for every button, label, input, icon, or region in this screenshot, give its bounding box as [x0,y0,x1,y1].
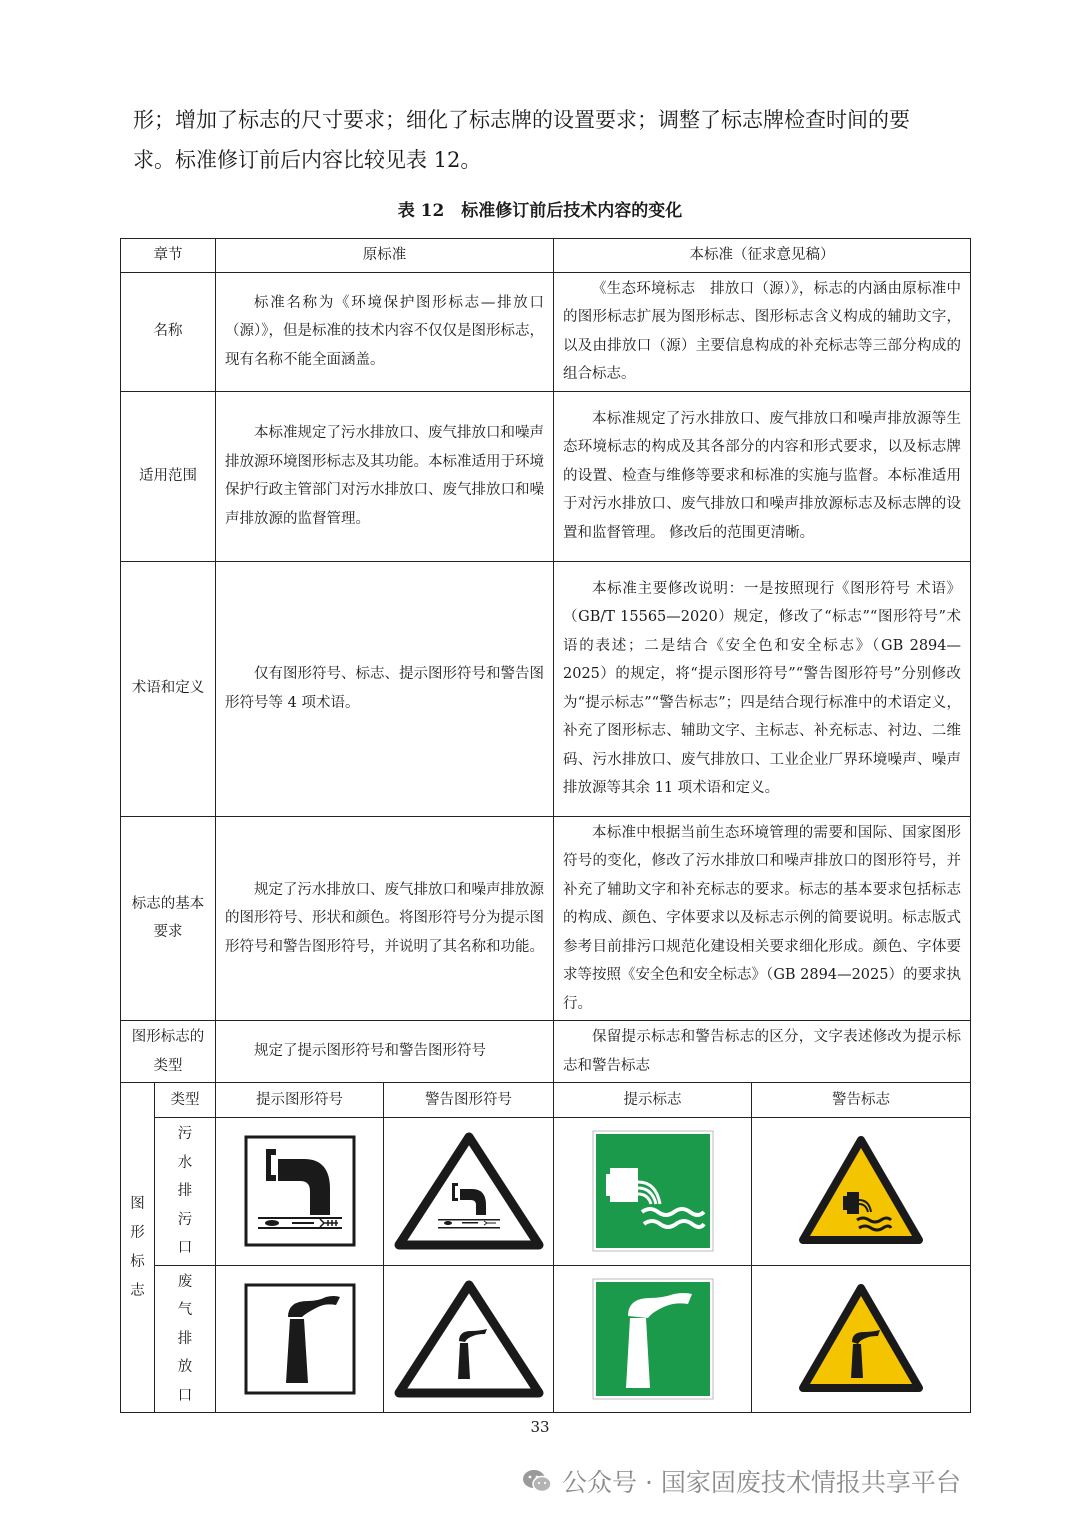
row-section: 名称 [121,272,216,391]
wastewater-warning-sign [752,1118,971,1266]
type-header: 类型 [155,1083,216,1118]
table-row [121,816,971,1021]
exhaust-warning-symbol [384,1265,554,1413]
exhaust-warning-icon [394,1279,544,1399]
wastewater-outlet-icon [244,1135,356,1247]
row-new: 本标准规定了污水排放口、废气排放口和噪声排放源等生态环境标志的构成及其各部分的内容和形式要求，以及标志牌的设置、检查与维修等要求和标准的实施与监督。本标准适用于对污水排放口、废气排放口和噪声排放源标志及标志牌的设置和监督管理。 修改后的范围更清晰。 [554,391,971,561]
header-section: 章节 [121,239,216,273]
intro-line-2: 求。标准修订前后内容比较见表 12。 [133,148,482,172]
row-label-exhaust [155,1265,216,1413]
row-original: 仅有图形符号、标志、提示图形符号和警告图形符号等 4 项术语。 [216,561,554,816]
intro-paragraph [133,100,953,180]
exhaust-hint-symbol [216,1265,384,1413]
col-header-hint-symbol: 提示图形符号 [216,1083,384,1118]
exhaust-green-sign-icon [592,1278,714,1400]
row-original: 规定了提示图形符号和警告图形符号 [216,1021,554,1083]
wastewater-warning-icon [394,1131,544,1251]
wastewater-green-sign-icon [592,1130,714,1252]
graphic-section-label-text: 图形标志 [130,1195,145,1299]
col-header-warning-symbol: 警告图形符号 [384,1083,554,1118]
table-row [121,391,971,561]
row-section: 术语和定义 [121,561,216,816]
row-new: 保留提示标志和警告标志的区分，文字表述修改为提示标志和警告标志 [554,1021,971,1083]
header-new: 本标准（征求意见稿） [554,239,971,273]
table-caption: 表 12 标准修订前后技术内容的变化 [397,201,683,221]
row-original: 本标准规定了污水排放口、废气排放口和噪声排放源环境图形标志及其功能。本标准适用于环境保护行政主管部门对污水排放口、废气排放口和噪声排放源的监督管理。 [216,391,554,561]
graphic-row-exhaust [121,1265,971,1413]
row-section: 适用范围 [121,391,216,561]
graphic-header-row [121,1083,971,1118]
row-new: 本标准主要修改说明：一是按照现行《图形符号 术语》（GB/T 15565—2020）规定，修改了“标志”“图形符号”术语的表述；二是结合《安全色和安全标志》（GB 2894—2025）的规定，将“提示图形符号”“警告图形符号”分别修改为“提示标志”“警告标志”；四是结合现行标准中的术语定义，补充了图形标志、辅助文字、主标志、补充标志、衬边、二维码、污水排放口、废气排放口、工业企业厂界环境噪声、噪声排放源等其余 11 项术语和定义。 [554,561,971,816]
row-label-exhaust-text: 废气排放口 [177,1273,193,1404]
header-original: 原标准 [216,239,554,273]
exhaust-outlet-icon [244,1283,356,1395]
wastewater-hint-symbol [216,1118,384,1266]
exhaust-warning-sign [752,1265,971,1413]
row-label-wastewater-text: 污水排污口 [177,1126,193,1256]
col-header-hint-sign: 提示标志 [554,1083,752,1118]
comparison-table [120,238,971,1413]
intro-line-1: 形；增加了标志的尺寸要求；细化了标志牌的设置要求；调整了标志牌检查时间的要 [133,108,910,132]
row-new: 本标准中根据当前生态环境管理的需要和国际、国家图形符号的变化，修改了污水排放口和噪声排放口的图形符号，并补充了辅助文字和补充标志的要求。标志的基本要求包括标志的构成、颜色、字体要求以及标志示例的简要说明。标志版式参考目前排污口规范化建设相关要求细化形成。颜色、字体要求等按照《安全色和安全标志》（GB 2894—2025）的要求执行。 [554,816,971,1021]
row-label-wastewater [155,1118,216,1266]
row-original: 规定了污水排放口、废气排放口和噪声排放源的图形符号、形状和颜色。将图形符号分为提示图形符号和警告图形符号，并说明了其名称和功能。 [216,816,554,1021]
watermark [522,1463,961,1499]
col-header-warning-sign: 警告标志 [752,1083,971,1118]
graphic-section-label [121,1083,155,1413]
exhaust-hint-sign [554,1265,752,1413]
row-section: 标志的基本要求 [121,816,216,1021]
row-section: 图形标志的类型 [121,1021,216,1083]
exhaust-yellow-warning-icon [799,1284,923,1394]
wastewater-yellow-warning-icon [799,1136,923,1246]
page-number: 33 [530,1418,550,1436]
row-original: 标准名称为《环境保护图形标志—排放口（源）》，但是标准的技术内容不仅仅是图形标志，现有名称不能全面涵盖。 [216,272,554,391]
graphic-row-wastewater [121,1118,971,1266]
watermark-text: 公众号 · 国家固废技术情报共享平台 [562,1468,961,1497]
wastewater-hint-sign [554,1118,752,1266]
table-header-row [121,239,971,273]
table-row [121,561,971,816]
wastewater-warning-symbol [384,1118,554,1266]
wechat-icon [522,1468,552,1494]
table-row [121,1021,971,1083]
row-new: 《生态环境标志 排放口（源）》，标志的内涵由原标准中的图形标志扩展为图形标志、图形标志含义构成的辅助文字，以及由排放口（源）主要信息构成的补充标志等三部分构成的组合标志。 [554,272,971,391]
table-row [121,272,971,391]
